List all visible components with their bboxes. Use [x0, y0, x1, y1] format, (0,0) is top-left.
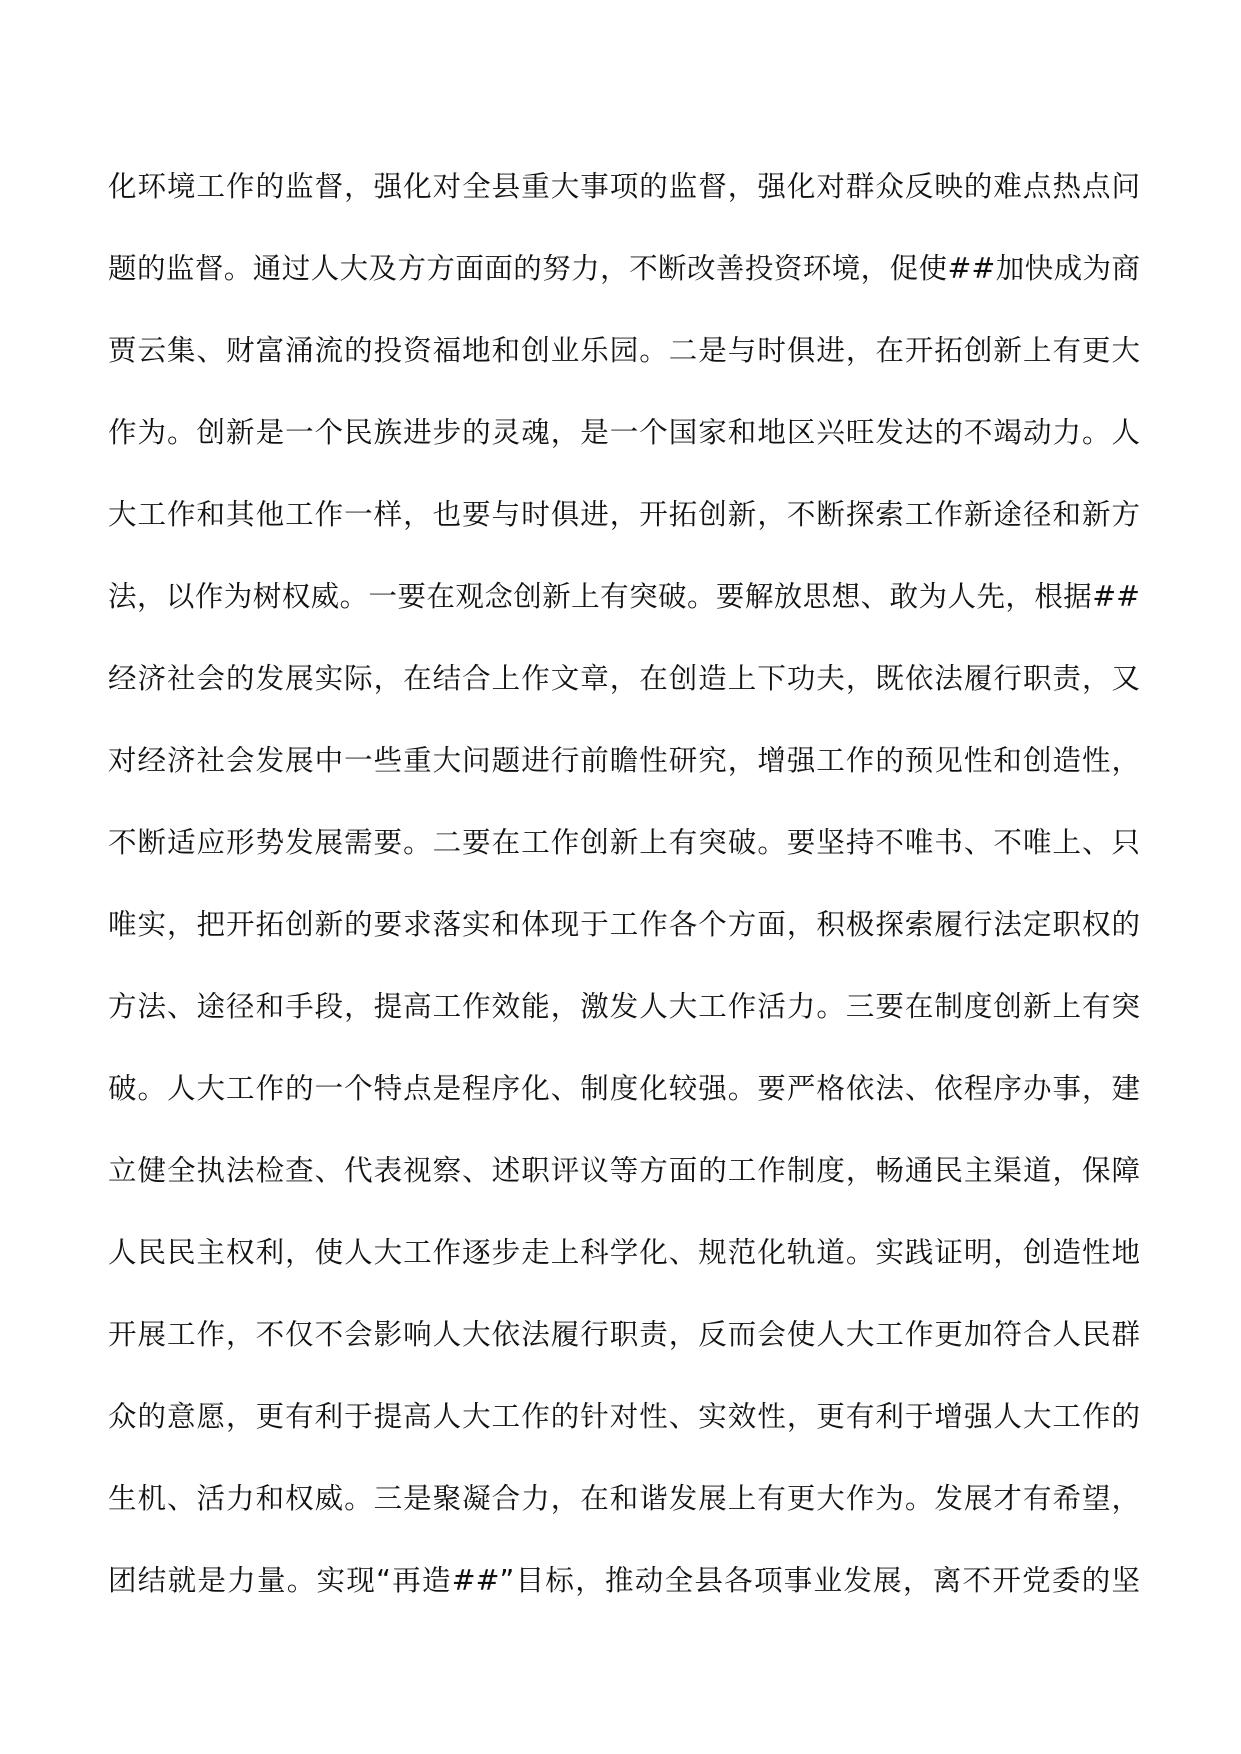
text-line: 方法、途径和手段，提高工作效能，激发人大工作活力。三要在制度创新上有突 — [108, 990, 1140, 1023]
text-line: 法，以作为树权威。一要在观念创新上有突破。要解放思想、敢为人先，根据## — [108, 580, 1140, 613]
text-line: 对经济社会发展中一些重大问题进行前瞻性研究，增强工作的预见性和创造性， — [108, 744, 1140, 777]
text-line: 不断适应形势发展需要。二要在工作创新上有突破。要坚持不唯书、不唯上、只 — [108, 826, 1140, 859]
body-text — [108, 162, 1140, 1638]
text-line: 开展工作，不仅不会影响人大依法履行职责，反而会使人大工作更加符合人民群 — [108, 1318, 1140, 1351]
text-line: 团结就是力量。实现“再造##”目标，推动全县各项事业发展，离不开党委的坚 — [108, 1564, 1140, 1597]
text-line: 立健全执法检查、代表视察、述职评议等方面的工作制度，畅通民主渠道，保障 — [108, 1154, 1140, 1187]
text-line: 经济社会的发展实际，在结合上作文章，在创造上下功夫，既依法履行职责，又 — [108, 662, 1140, 695]
text-line: 化环境工作的监督，强化对全县重大事项的监督，强化对群众反映的难点热点问 — [108, 170, 1140, 203]
text-line: 众的意愿，更有利于提高人大工作的针对性、实效性，更有利于增强人大工作的 — [108, 1400, 1140, 1433]
text-line: 作为。创新是一个民族进步的灵魂，是一个国家和地区兴旺发达的不竭动力。人 — [108, 416, 1140, 449]
text-line: 唯实，把开拓创新的要求落实和体现于工作各个方面，积极探索履行法定职权的 — [108, 908, 1140, 941]
text-line: 大工作和其他工作一样，也要与时俱进，开拓创新，不断探索工作新途径和新方 — [108, 498, 1140, 531]
text-line: 贾云集、财富涌流的投资福地和创业乐园。二是与时俱进，在开拓创新上有更大 — [108, 334, 1140, 367]
text-line: 题的监督。通过人大及方方面面的努力，不断改善投资环境，促使##加快成为商 — [108, 252, 1140, 285]
text-line: 破。人大工作的一个特点是程序化、制度化较强。要严格依法、依程序办事，建 — [108, 1072, 1140, 1105]
text-line: 人民民主权利，使人大工作逐步走上科学化、规范化轨道。实践证明，创造性地 — [108, 1236, 1140, 1269]
text-line: 生机、活力和权威。三是聚凝合力，在和谐发展上有更大作为。发展才有希望， — [108, 1482, 1140, 1515]
